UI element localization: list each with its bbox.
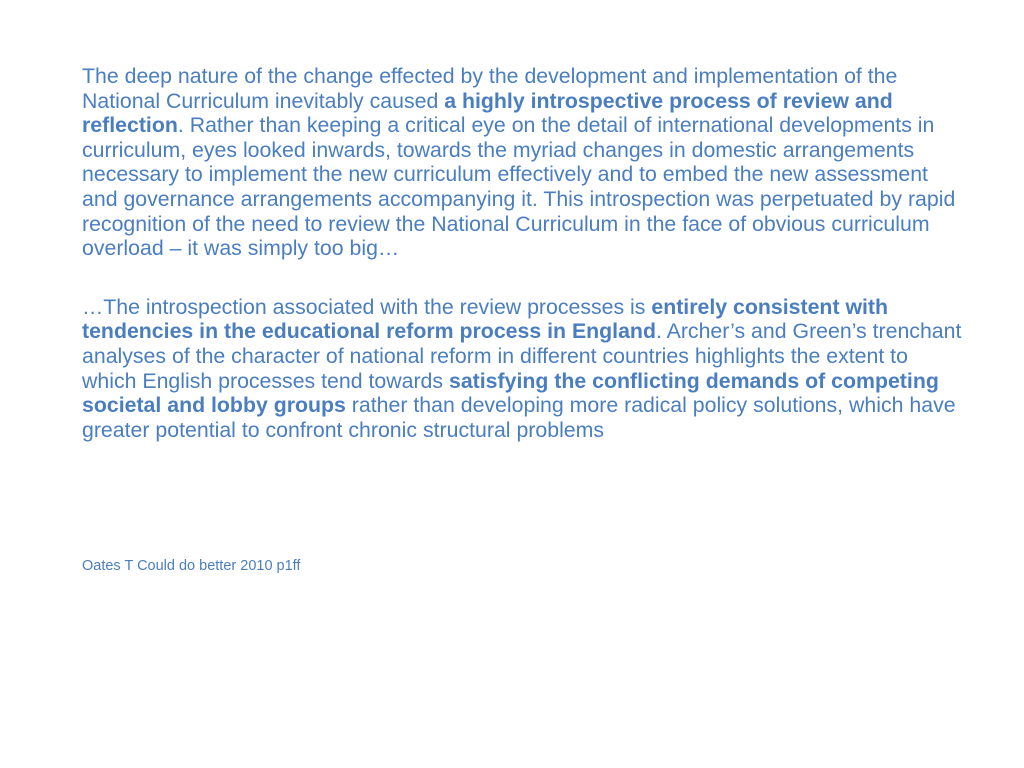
paragraph-1-emphasis-1: a highly introspective process of review and reflection <box>82 88 893 138</box>
paragraph-2 <box>82 295 962 443</box>
paragraph-1 <box>82 64 962 261</box>
quote-body <box>82 64 962 442</box>
paragraph-2-text-1: …The introspection associated with the review processes is <box>82 294 652 319</box>
paragraph-2-text-3: rather than developing more radical policy solutions, which have greater potential to confront chronic structural problems <box>82 393 956 442</box>
paragraph-1-text-2: . Rather than keeping a critical eye on the detail of international developments in curriculum, eyes looked inwards, towards the myriad changes in domestic arrangements necessary to implement the new curriculum effectively and to embed the new assessment and governance arrangements accompanying it. This introspection was perpetuated by rapid recognition of the need to review the National Curriculum in the face of obvious curriculum overload – it was simply too big… <box>82 113 956 261</box>
paragraph-2-text-2: . Archer’s and Green’s trenchant analyses of the character of national reform in different countries highlights the extent to which English processes tend towards <box>82 319 962 393</box>
paragraph-1-text-1: The deep nature of the change effected by the development and implementation of the National Curriculum inevitably caused <box>82 64 898 113</box>
paragraph-2-emphasis-2: satisfying the conflicting demands of competing societal and lobby groups <box>82 368 939 418</box>
paragraph-2-emphasis-1: entirely consistent with tendencies in the educational reform process in England <box>82 294 889 344</box>
citation: Oates T Could do better 2010 p1ff <box>82 558 301 574</box>
